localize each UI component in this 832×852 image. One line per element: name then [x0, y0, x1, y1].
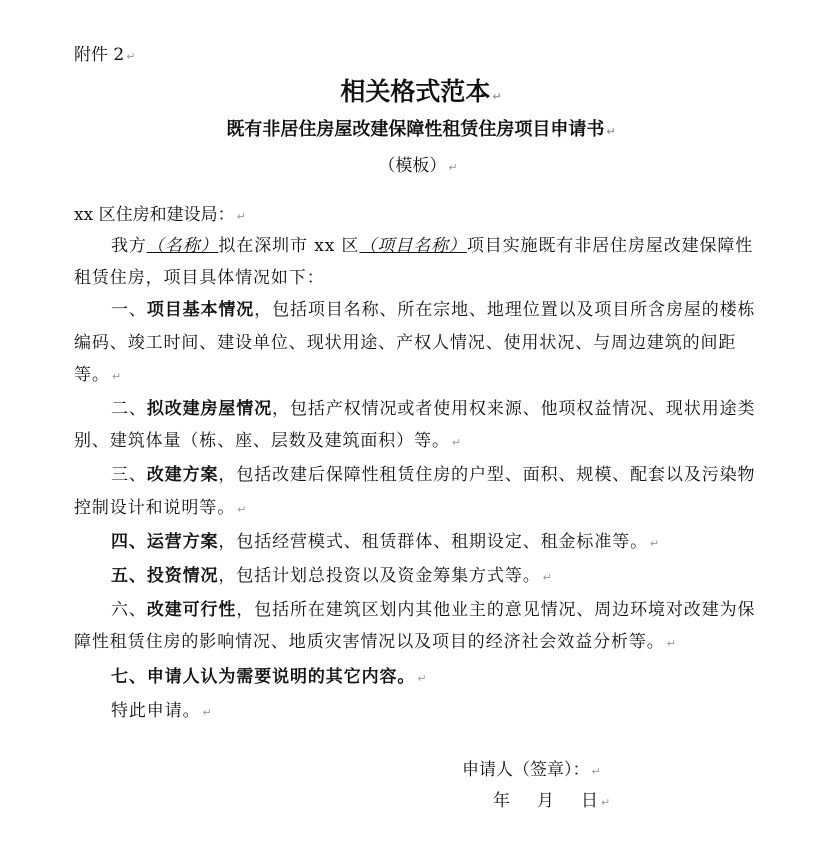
section-text: ，包括所在建筑区划内其他业主的意见情况、周边环境对改建为保障性租赁住房的影响情况、地质灾害情况以及项目的经济社会效益分析等。 [74, 600, 756, 653]
paragraph-mark-icon: ↵ [606, 125, 616, 138]
paragraph-mark-icon: ↵ [111, 369, 122, 383]
section-number: 七、 [111, 666, 147, 687]
attachment-label-text: 附件 2 [74, 45, 125, 65]
document-subtitle-text: 既有非居住房屋改建保障性租赁住房项目申请书 [226, 119, 605, 140]
section-heading: 拟改建房屋情况 [146, 399, 273, 420]
template-note [0, 154, 832, 180]
section-text: ，包括经营模式、租赁群体、租期设定、租金标准等。 [218, 531, 649, 552]
date-day-label: 日 [581, 791, 599, 811]
signature-label: 申请人（签章）： [462, 760, 590, 780]
paragraph-mark-icon: ↵ [601, 796, 612, 809]
section-number: 二、 [111, 399, 147, 420]
intro-paragraph [74, 230, 770, 294]
paragraph-mark-icon: ↵ [448, 161, 458, 174]
section-text: ，包括项目名称、所在宗地、地理位置以及项目所含房屋的楼栋编码、竣工时间、建设单位、现状用途、产权人情况、使用状况、与周边建筑的间距等。 [74, 300, 756, 385]
section-number: 四、 [111, 531, 147, 552]
section-text: ，包括计划总投资以及资金筹集方式等。 [218, 566, 541, 587]
section-number: 三、 [111, 465, 147, 486]
section-paragraph [74, 393, 770, 459]
section-paragraph [74, 294, 770, 393]
paragraph-mark-icon: ↵ [202, 705, 213, 719]
section-heading: 投资情况 [146, 566, 219, 587]
section-heading: 运营方案 [146, 531, 219, 552]
paragraph-mark-icon: ↵ [666, 637, 677, 651]
document-title [0, 76, 832, 113]
paragraph-mark-icon: ↵ [237, 502, 248, 516]
paragraph-mark-icon: ↵ [451, 436, 463, 450]
intro-suffix: 项目实施既有非居住房屋改建保障性租赁住房，项目具体情况如下： [74, 236, 754, 289]
date-line [493, 789, 611, 815]
section-heading: 项目基本情况 [146, 300, 255, 321]
section-paragraph [74, 594, 770, 660]
template-note-text: （模板） [378, 156, 447, 176]
applicant-name-blank: （名称） [146, 236, 219, 256]
section-paragraph [74, 661, 770, 695]
date-year-label: 年 [493, 791, 511, 811]
section-text: ，包括改建后保障性租赁住房的户型、面积、规模、配套以及污染物控制设计和说明等。 [74, 465, 756, 518]
project-name-blank: （项目名称） [359, 236, 467, 256]
intro-middle: 拟在深圳市 xx 区 [218, 236, 360, 256]
section-number: 一、 [111, 300, 147, 321]
closing-text: 特此申请。 [111, 700, 201, 721]
paragraph-mark-icon: ↵ [542, 571, 553, 585]
section-paragraph [74, 560, 770, 594]
paragraph-mark-icon: ↵ [492, 90, 502, 103]
intro-prefix: 我方 [111, 236, 147, 256]
section-number: 六、 [111, 600, 147, 621]
section-heading: 改建可行性 [146, 600, 237, 621]
section-paragraph [74, 526, 770, 560]
section-paragraph [74, 459, 770, 525]
date-month-label: 月 [537, 791, 555, 811]
closing-paragraph [74, 695, 770, 729]
paragraph-mark-icon: ↵ [236, 210, 246, 223]
paragraph-mark-icon: ↵ [417, 671, 428, 685]
section-heading: 申请人认为需要说明的其它内容。 [146, 666, 416, 687]
document-title-text: 相关格式范本 [340, 77, 491, 106]
paragraph-mark-icon: ↵ [650, 536, 661, 550]
paragraph-mark-icon: ↵ [591, 765, 601, 778]
attachment-label [74, 44, 135, 68]
document-body [74, 230, 770, 729]
paragraph-mark-icon: ↵ [126, 50, 136, 63]
signature-line [462, 758, 601, 784]
section-heading: 改建方案 [146, 465, 219, 486]
document-subtitle [0, 117, 832, 145]
section-text: ，包括产权情况或者使用权来源、他项权益情况、现状用途类别、建筑体量（栋、座、层数及建筑面积）等。 [74, 399, 756, 452]
addressee-text: xx 区住房和建设局： [74, 205, 235, 225]
addressee [74, 203, 246, 229]
section-number: 五、 [111, 566, 147, 587]
